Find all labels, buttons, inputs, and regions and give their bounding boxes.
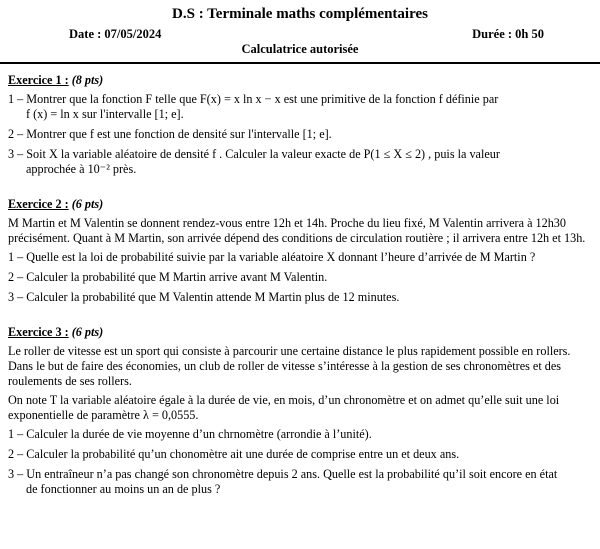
exam-body (8, 68, 596, 502)
exercise-3-label: Exercice 3 : (8, 325, 69, 339)
ex1-question-3 (8, 147, 596, 177)
ex2-question-3: 3 – Calculer la probabilité que M Valentin attende M Martin plus de 12 minutes. (8, 290, 400, 304)
page-title: D.S : Terminale maths complémentaires (172, 6, 428, 22)
header-divider (0, 62, 600, 64)
ex1-q3-line2: approchée à 10⁻² près. (26, 162, 137, 176)
exam-duration: Durée : 0h 50 (472, 27, 544, 41)
ex2-question-2: 2 – Calculer la probabilité que M Martin arrive avant M Valentin. (8, 270, 328, 284)
ex3-intro: Le roller de vitesse est un sport qui consiste à parcourir une certaine distance le plus rapidement possible en rollers. Dans le but de faire des économies, un club de roller de vitesse s’intéresse à la gestion de ses chronomètres et des roulements de ses rollers. (8, 344, 571, 388)
ex1-q1-line2: f (x) = ln x sur l'intervalle [1; e]. (26, 107, 184, 121)
exercise-3-points: (6 pts) (71, 325, 104, 339)
ex3-q3-line1: 3 – Un entraîneur n’a pas changé son chronomètre depuis 2 ans. Quelle est la probabilité qu’il soit encore en état (8, 467, 558, 481)
ex1-question-2: 2 – Montrer que f est une fonction de densité sur l'intervalle [1; e]. (8, 127, 332, 141)
exercise-1-title (8, 73, 596, 88)
exam-date: Date : 07/05/2024 (69, 27, 162, 41)
ex3-question-1: 1 – Calculer la durée de vie moyenne d’un chrnomètre (arrondie à l’unité). (8, 427, 372, 441)
exercise-3-title (8, 325, 596, 340)
ex1-q1-line1: 1 – Montrer que la fonction F telle que F(x) = x ln x − x est une primitive de la fonction f définie par (8, 92, 499, 106)
exercise-1-label: Exercice 1 : (8, 73, 69, 87)
ex3-q3-line2: de fonctionner au moins un an de plus ? (26, 482, 221, 496)
ex3-question-2: 2 – Calculer la probabilité qu’un chonomètre ait une durée de comprise entre un et deux ans. (8, 447, 460, 461)
ex2-intro: M Martin et M Valentin se donnent rendez-vous entre 12h et 14h. Proche du lieu fixé, M Valentin arrivera à 12h30 précisément. Quant à M Martin, son arrivée dépend des conditions de circulation routière ; il arrivera entre 12h et 13h. (8, 216, 586, 245)
ex1-question-1 (8, 92, 596, 122)
ex3-intro-2: On note T la variable aléatoire égale à la durée de vie, en mois, d’un chronomètre et on admet qu’elle suit une loi exponentielle de paramètre λ = 0,0555. (8, 393, 560, 422)
calculator-note: Calculatrice autorisée (241, 42, 359, 56)
ex1-q3-line1: 3 – Soit X la variable aléatoire de densité f . Calculer la valeur exacte de P(1 ≤ X ≤ 2) , puis la valeur (8, 147, 500, 161)
exercise-1-points: (8 pts) (71, 73, 104, 87)
exercise-2-title (8, 197, 596, 212)
ex2-question-1: 1 – Quelle est la loi de probabilité suivie par la variable aléatoire X donnant l’heure d’arrivée de M Martin ? (8, 250, 536, 264)
ex3-question-3 (8, 467, 596, 497)
exercise-2-points: (6 pts) (71, 197, 104, 211)
exercise-2-label: Exercice 2 : (8, 197, 69, 211)
